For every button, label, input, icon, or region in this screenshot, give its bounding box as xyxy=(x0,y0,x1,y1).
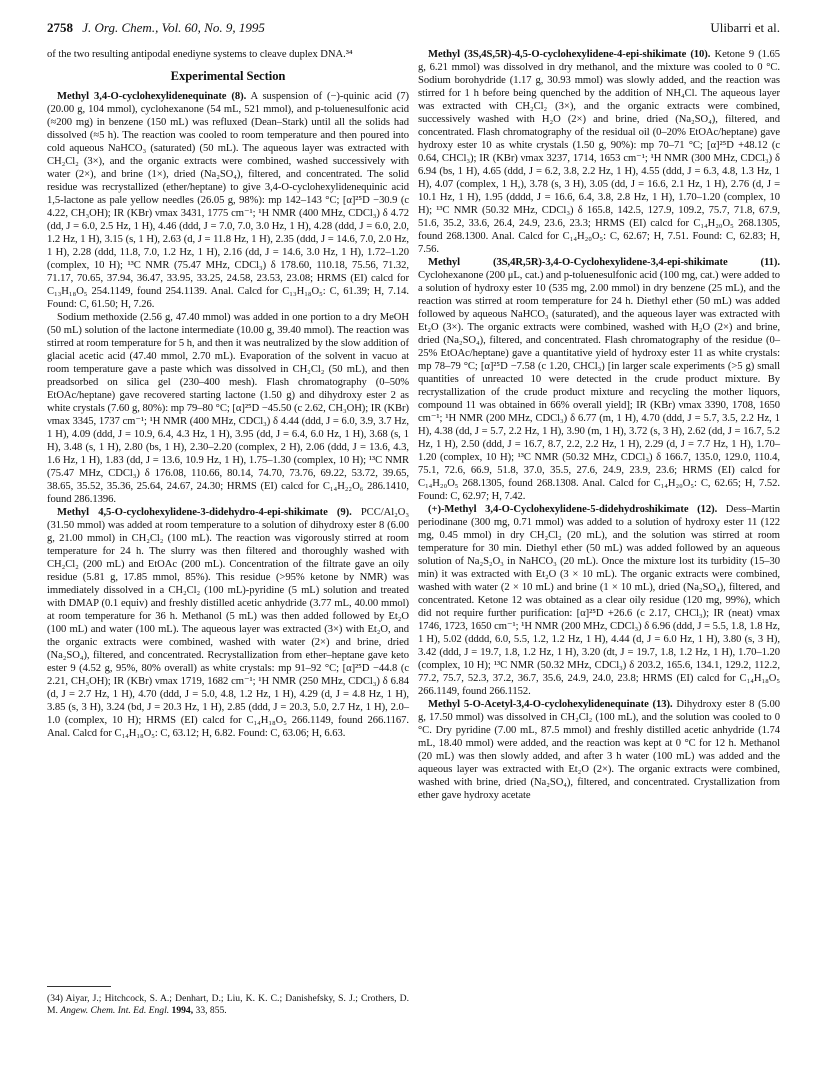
procedure-paragraph-2: Sodium methoxide (2.56 g, 47.40 mmol) was added in one portion to a dry MeOH (50 mL) solution of the lactone intermediate (10.00 g, 39.40 mmol). The reaction was stirred at room temperature for 5 h, and then it was neutralized by the slow addition of glacial acetic acid (47.40 mmol, 2.70 mL). Evaporation of the solvent in vacuo at room temperature gave a paste which was dissolved in CH₂Cl₂ (50 mL), and then preadsorbed on silica gel (230–400 mesh). Flash chromatography (0–50% EtOAc/heptane) gave recovered starting lactone (1.50 g) and dihydroxy ester 2 as white crystals (7.60 g, 80%): mp 79–80 °C; [α]²⁵D −45.50 (c 2.62, CH₃OH); IR (KBr) νmax 3345, 1737 cm⁻¹; ¹H NMR (400 MHz, CDCl₃) δ 4.44 (ddd, J = 6.0, 3.9, 3.7 Hz, 1 H), 4.09 (ddd, J = 10.9, 6.4, 4.3 Hz, 1 H), 3.95 (dd, J = 6.4, 6.0 Hz, 1 H), 3.68 (s, 1 H), 3.48 (s, 1 H), 2.80 (bs, 1 H), 2.30–2.20 (complex, 2 H), 2.06 (ddd, J = 13.6, 4.3, 1.6 Hz, 1 H), 1.83 (dd, J = 13.6, 10.9 Hz, 1 H), 1.75–1.30 (complex, 10 H); ¹³C NMR (75.47 MHz, CDCl₃) δ 176.08, 110.66, 80.14, 74.70, 73.76, 69.22, 53.72, 39.65, 38.65, 35.52, 35.36, 25.64, 24.67, 24.30; HRMS (EI) calcd for C₁₄H₂₂O₆ 286.1410, found 286.1396. xyxy=(47,312,409,505)
compound-title-10: Methyl (3S,4S,5R)-4,5-O-cyclohexylidene-4-epi-shikimate (10). xyxy=(428,49,711,60)
procedure-paragraph-12 xyxy=(418,503,780,698)
journal-citation: J. Org. Chem., Vol. 60, No. 9, 1995 xyxy=(82,20,265,35)
footnote-volume: 33, 855. xyxy=(193,1005,227,1016)
left-column xyxy=(47,48,409,740)
intro-paragraph: of the two resulting antipodal enediyne systems to cleave duplex DNA.³⁴ xyxy=(47,49,353,60)
procedure-text-9: PCC/Al₂O₃ (31.50 mmol) was added at room temperature to a solution of dihydroxy ester 8 (6.00 g, 21.00 mmol) in CH₂Cl₂ (100 mL). The reaction was vigorously stirred at room temperature for 24 h. The slurry was then filtered and thoroughly washed with CH₂Cl₂ (200 mL) and EtOAc (200 mL). Concentration of the filtrate gave an oily residue (5.81 g, 17.85 mmol, 85%). This residue (>95% ketone by NMR) was immediately dissolved in a CH₂Cl₂ (100 mL)-pyridine (5 mL) solution and treated with DMAP (0.1 equiv) and freshly distilled acetic anhydride (3.77 mL, 40.00 mmol) at room temperature for 36 h. Methanol (5 mL) was then added followed by Et₂O (100 mL) and water (100 mL). The aqueous layer was extracted (3×) with Et₂O, and the organic extracts were combined, washed with water (2×) and brine, dried (Na₂SO₄), filtered, and concentrated. Recrystallization from ether–heptane gave keto ester 9 (4.52 g, 95%, 80% overall) as white crystals: mp 91–92 °C; [α]²⁵D −44.8 (c 2.21, CH₃OH); IR (KBr) νmax 1719, 1682 cm⁻¹; ¹H NMR (250 MHz, CDCl₃) δ 6.84 (d, J = 2.7 Hz, 1 H), 4.70 (ddd, J = 5.0, 4.8, 1.2 Hz, 1 H), 4.29 (d, J = 4.8 Hz, 1 H), 3.85 (s, 3 H), 3.24 (bd, J = 20.3 Hz, 1 H), 2.85 (ddd, J = 20.3, 5.0, 2.7 Hz, 1 H), 2.0–1.0 (complex, 10 H); HRMS (EI) calcd for C₁₄H₁₈O₅ 266.1149, found 266.1167. Anal. Calcd for C₁₄H₁₈O₅: C, 63.12; H, 6.82. Found: C, 63.06; H, 6.63. xyxy=(47,507,409,739)
procedure-paragraph-9 xyxy=(47,506,409,740)
header-left xyxy=(47,20,265,36)
page-number: 2758 xyxy=(47,20,73,35)
procedure-paragraph-11 xyxy=(418,256,780,503)
procedure-paragraph-10 xyxy=(418,48,780,256)
procedure-paragraph-8 xyxy=(47,90,409,311)
footnote-34 xyxy=(47,993,409,1017)
compound-title-9: Methyl 4,5-O-cyclohexylidene-3-didehydro-4-epi-shikimate (9). xyxy=(57,507,352,518)
compound-title-13: Methyl 5-O-Acetyl-3,4-O-cyclohexylidenequinate (13). xyxy=(428,699,673,710)
compound-title-8: Methyl 3,4-O-cyclohexylidenequinate (8). xyxy=(57,91,247,102)
section-heading: Experimental Section xyxy=(170,69,286,83)
compound-title-11: Methyl (3S,4R,5R)-3,4-O-Cyclohexylidene-3,4-epi-shikimate (11). xyxy=(428,257,780,268)
running-header xyxy=(47,20,780,40)
footnote-divider xyxy=(47,986,111,987)
header-authors: Ulibarri et al. xyxy=(710,20,780,35)
procedure-text-8: A suspension of (−)-quinic acid (7) (20.00 g, 104 mmol), cyclohexanone (54 mL, 521 mmol), and p-toluenesulfonic acid (≈200 mg) in benzene (150 mL) was refluxed (Dean–Stark) until all the solids had dissolved (≈5 h). The reaction was cooled to room temperature and then poured into cold aqueous NaHCO₃ (saturated) (50 mL). The aqueous layer was extracted with CH₂Cl₂ (3×), and the organic extracts were combined, washed successively with water (2×), and brine (1×), dried (Na₂SO₄), filtered, and concentrated. The solid residue was recrystallized (ether/heptane) to give 3,4-O-cyclohexylidenequinic acid 1,5-lactone as pale yellow needles (26.05 g, 98%): mp 142–143 °C; [α]²⁵D −30.9 (c 4.22, CH₃OH); IR (KBr) νmax 3431, 1775 cm⁻¹; ¹H NMR (400 MHz, CDCl₃) δ 4.72 (dd, J = 6.0, 2.5 Hz, 1 H), 4.46 (ddd, J = 7.0, 7.0, 3.0 Hz, 1 H), 4.28 (ddd, J = 6.0, 2.0, 1.2 Hz, 1 H), 3.15 (s, 1 H), 2.63 (d, J = 11.8 Hz, 1 H), 2.35 (ddd, J = 14.6, 7.0, 2.0 Hz, 1 H), 2.28 (ddd, 11.8, 7.0, 1.2 Hz, 1 H), 2.16 (dd, J = 14.6, 3.0 Hz, 1 H), 1.72–1.20 (complex, 10 H); ¹³C NMR (75.47 MHz, CDCl₃) δ 178.60, 110.18, 75.56, 71.32, 71.17, 70.65, 37.94, 36.47, 33.95, 33.25, 24.58, 23.53, 23.08; HRMS (EI) calcd for C₁₃H₁₈O₅ 254.1149, found 254.1139. Anal. Calcd for C₁₃H₁₈O₅: C, 61.39; H, 7.14. Found: C, 61.50; H, 7.26. xyxy=(47,91,410,310)
right-column xyxy=(418,48,780,802)
footnote-year: 1994, xyxy=(169,1005,194,1016)
procedure-text-10: Ketone 9 (1.65 g, 6.21 mmol) was dissolved in dry methanol, and the mixture was cooled to 0 °C. Sodium borohydride (1.17 g, 30.93 mmol) was slowly added, and the reaction was stirred for 1 h before being quenched by the addition of NH₄Cl. The aqueous layer was extracted with CH₂Cl₂ (3×), and the organic extracts were combined, successively washed with H₂O (2×) and brine, dried (Na₂SO₄), filtered, and concentrated. Flash chromatography of the residual oil (0–20% EtOAc/heptane) gave hydroxy ester 10 as white crystals (1.50 g, 90%): mp 70–71 °C; [α]²⁵D +48.12 (c 0.64, CHCl₃); IR (KBr) νmax 3237, 1714, 1653 cm⁻¹; ¹H NMR (300 MHz, CDCl₃) δ 6.94 (bs, 1 H), 4.65 (ddd, J = 6.2, 3.8, 2.2 Hz, 1 H), 4.55 (ddd, J = 6.3, 4.8, 1.3 Hz, 1 H), 4.07 (complex, 1 H,), 3.78 (s, 3 H), 3.05 (dd, J = 16.6, 2.1 Hz, 1 H), 2.76 (d, J = 10.1 Hz, 1 H), 1.95 (dddd, J = 16.6, 6.4, 3.8, 2.8 Hz, 1 H), 1.70–1.20 (complex, 10 H); ¹³C NMR (50.32 MHz, CDCl₃) δ 165.8, 142.5, 127.9, 109.2, 75.7, 71.8, 67.9, 51.6, 35.2, 33.6, 26.4, 24.9, 23.6, 23.3; HRMS (EI) calcd for C₁₄H₂₀O₅ 268.1305, found 268.1300. Anal. Calcd for C₁₄H₂₀O₅: C, 62.67; H, 7.51. Found: C, 62.83; H, 7.56. xyxy=(418,49,780,255)
procedure-paragraph-13 xyxy=(418,698,780,802)
procedure-text-12: Dess–Martin periodinane (300 mg, 0.71 mmol) was added to a solution of hydroxy ester 11 (122 mg, 0.45 mmol) in dry CH₂Cl₂ (20 mL), and the solution was stirred at room temperature for 30 min. Diethyl ether (50 mL) was added followed by an aqueous solution of Na₂S₂O₃ in NaHCO₃ (20 mL). Once the mixture lost its turbidity (15–30 min) it was extracted with Et₂O (3 × 10 mL). The organic extracts were combined, washed with water (2 × 10 mL) and brine (1 × 10 mL), dried (Na₂SO₄), filtered, and concentrated. Ketone 12 was obtained as a clear oily residue (120 mg, 99%), which did not require further purification: [α]²⁵D +26.6 (c 2.17, CHCl₃); IR (neat) νmax 1746, 1723, 1650 cm⁻¹; ¹H NMR (200 MHz, CDCl₃) δ 6.96 (ddd, J = 5.5, 1.8, 1.8 Hz, 1 H), 5.02 (dddd, 6.0, 5.5, 1.2, 1.2 Hz, 1 H), 4.44 (d, J = 6.0 Hz, 1 H), 3.80 (s, 3 H), 3.42 (ddd, J = 19.7, 1.8, 1.2 Hz, 1 H), 3.20 (dt, J = 19.7, 1.8, 1.2 Hz, 1 H), 1.70–1.20 (complex, 10 H); ¹³C NMR (50.32 MHz, CDCl₃) δ 203.2, 165.6, 134.1, 129.2, 112.2, 77.2, 75.7, 52.3, 37.2, 36.7, 35.6, 24.9, 24.0, 23.8; HRMS (EI) calcd for C₁₄H₁₈O₅ 266.1149, found 266.1152. xyxy=(418,504,780,697)
procedure-text-11: Cyclohexanone (200 μL, cat.) and p-toluenesulfonic acid (100 mg, cat.) were added to a solution of hydroxy ester 10 (535 mg, 2.00 mmol) in dry benzene (25 mL), and the reaction was stirred at room temperature for 24 h. Diethyl ether (50 mL) was added followed by aqueous NaHCO₃ (saturated), and the aqueous layer was extracted with Et₂O (3×). The organic extracts were combined, washed with H₂O (2×) and brine, dried (Na₂SO₄), filtered, and concentrated. Flash chromatography of the residue (0–25% EtOAc/heptane) gave a quantitative yield of hydroxy ester 11 as white crystals: mp 78–79 °C; [α]²⁵D −7.58 (c 1.20, CHCl₃) [in larger scale experiments (>5 g) small quantities of unreacted 10 were detected in the crude product mixture. By recrystallization of the crude product mixture and recycling the mother liquors, compound 11 was obtained in 66% overall yield]; IR (KBr) νmax 3390, 1708, 1650 cm⁻¹; ¹H NMR (200 MHz, CDCl₃) δ 6.77 (m, 1 H), 4.70 (ddd, J = 5.7, 3.5, 2.2 Hz, 1 H), 4.38 (dd, J = 5.7, 2.2 Hz, 1 H), 3.90 (m, 1 H), 3.72 (s, 3 H), 2.62 (dd, J = 16.7, 5.2 Hz, 1 H), 2.50 (ddd, J = 16.7, 8.7, 2.2, 2.2 Hz, 1 H), 2.29 (d, J = 7.7 Hz, 1 H), 1.70–1.20 (complex, 10 H); ¹³C NMR (50.32 MHz, CDCl₃) δ 166.7, 135.0, 129.0, 110.4, 75.1, 72.6, 66.9, 51.8, 37.0, 35.5, 27.6, 24.9, 23.9, 23.6; HRMS (EI) calcd for C₁₄H₂₀O₅ 268.1305, found 268.1308. Anal. Calcd for C₁₄H₂₀O₅: C, 62.65; H, 7.52. Found: C, 62.97; H, 7.42. xyxy=(418,270,780,502)
footnote-journal: Angew. Chem. Int. Ed. Engl. xyxy=(60,1005,170,1016)
compound-title-12: (+)-Methyl 3,4-O-Cyclohexylidene-5-didehydroshikimate (12). xyxy=(428,504,718,515)
procedure-text-13: Dihydroxy ester 8 (5.00 g, 17.50 mmol) was dissolved in CH₂Cl₂ (100 mL), and the solution was cooled to 0 °C. Dry pyridine (7.00 mL, 87.5 mmol) and freshly distilled acetic anhydride (1.74 mL, 18.40 mmol) were added, and the reaction was kept at 0 °C for 12 h. Methanol (20 mL) was then slowly added, and after 3 h water (100 mL) was added and the aqueous layer was extracted with Et₂O (2×). The organic extracts were combined, washed with brine, dried (Na₂SO₄), filtered, and concentrated. Crystallization from ether gave hydroxy acetate xyxy=(418,699,780,801)
footnote-authors: (34) Aiyar, J.; Hitchcock, S. A.; Denhart, D.; Liu, K. K. C.; Danishefsky, S. J.; Crothers, D. M. xyxy=(47,993,409,1016)
